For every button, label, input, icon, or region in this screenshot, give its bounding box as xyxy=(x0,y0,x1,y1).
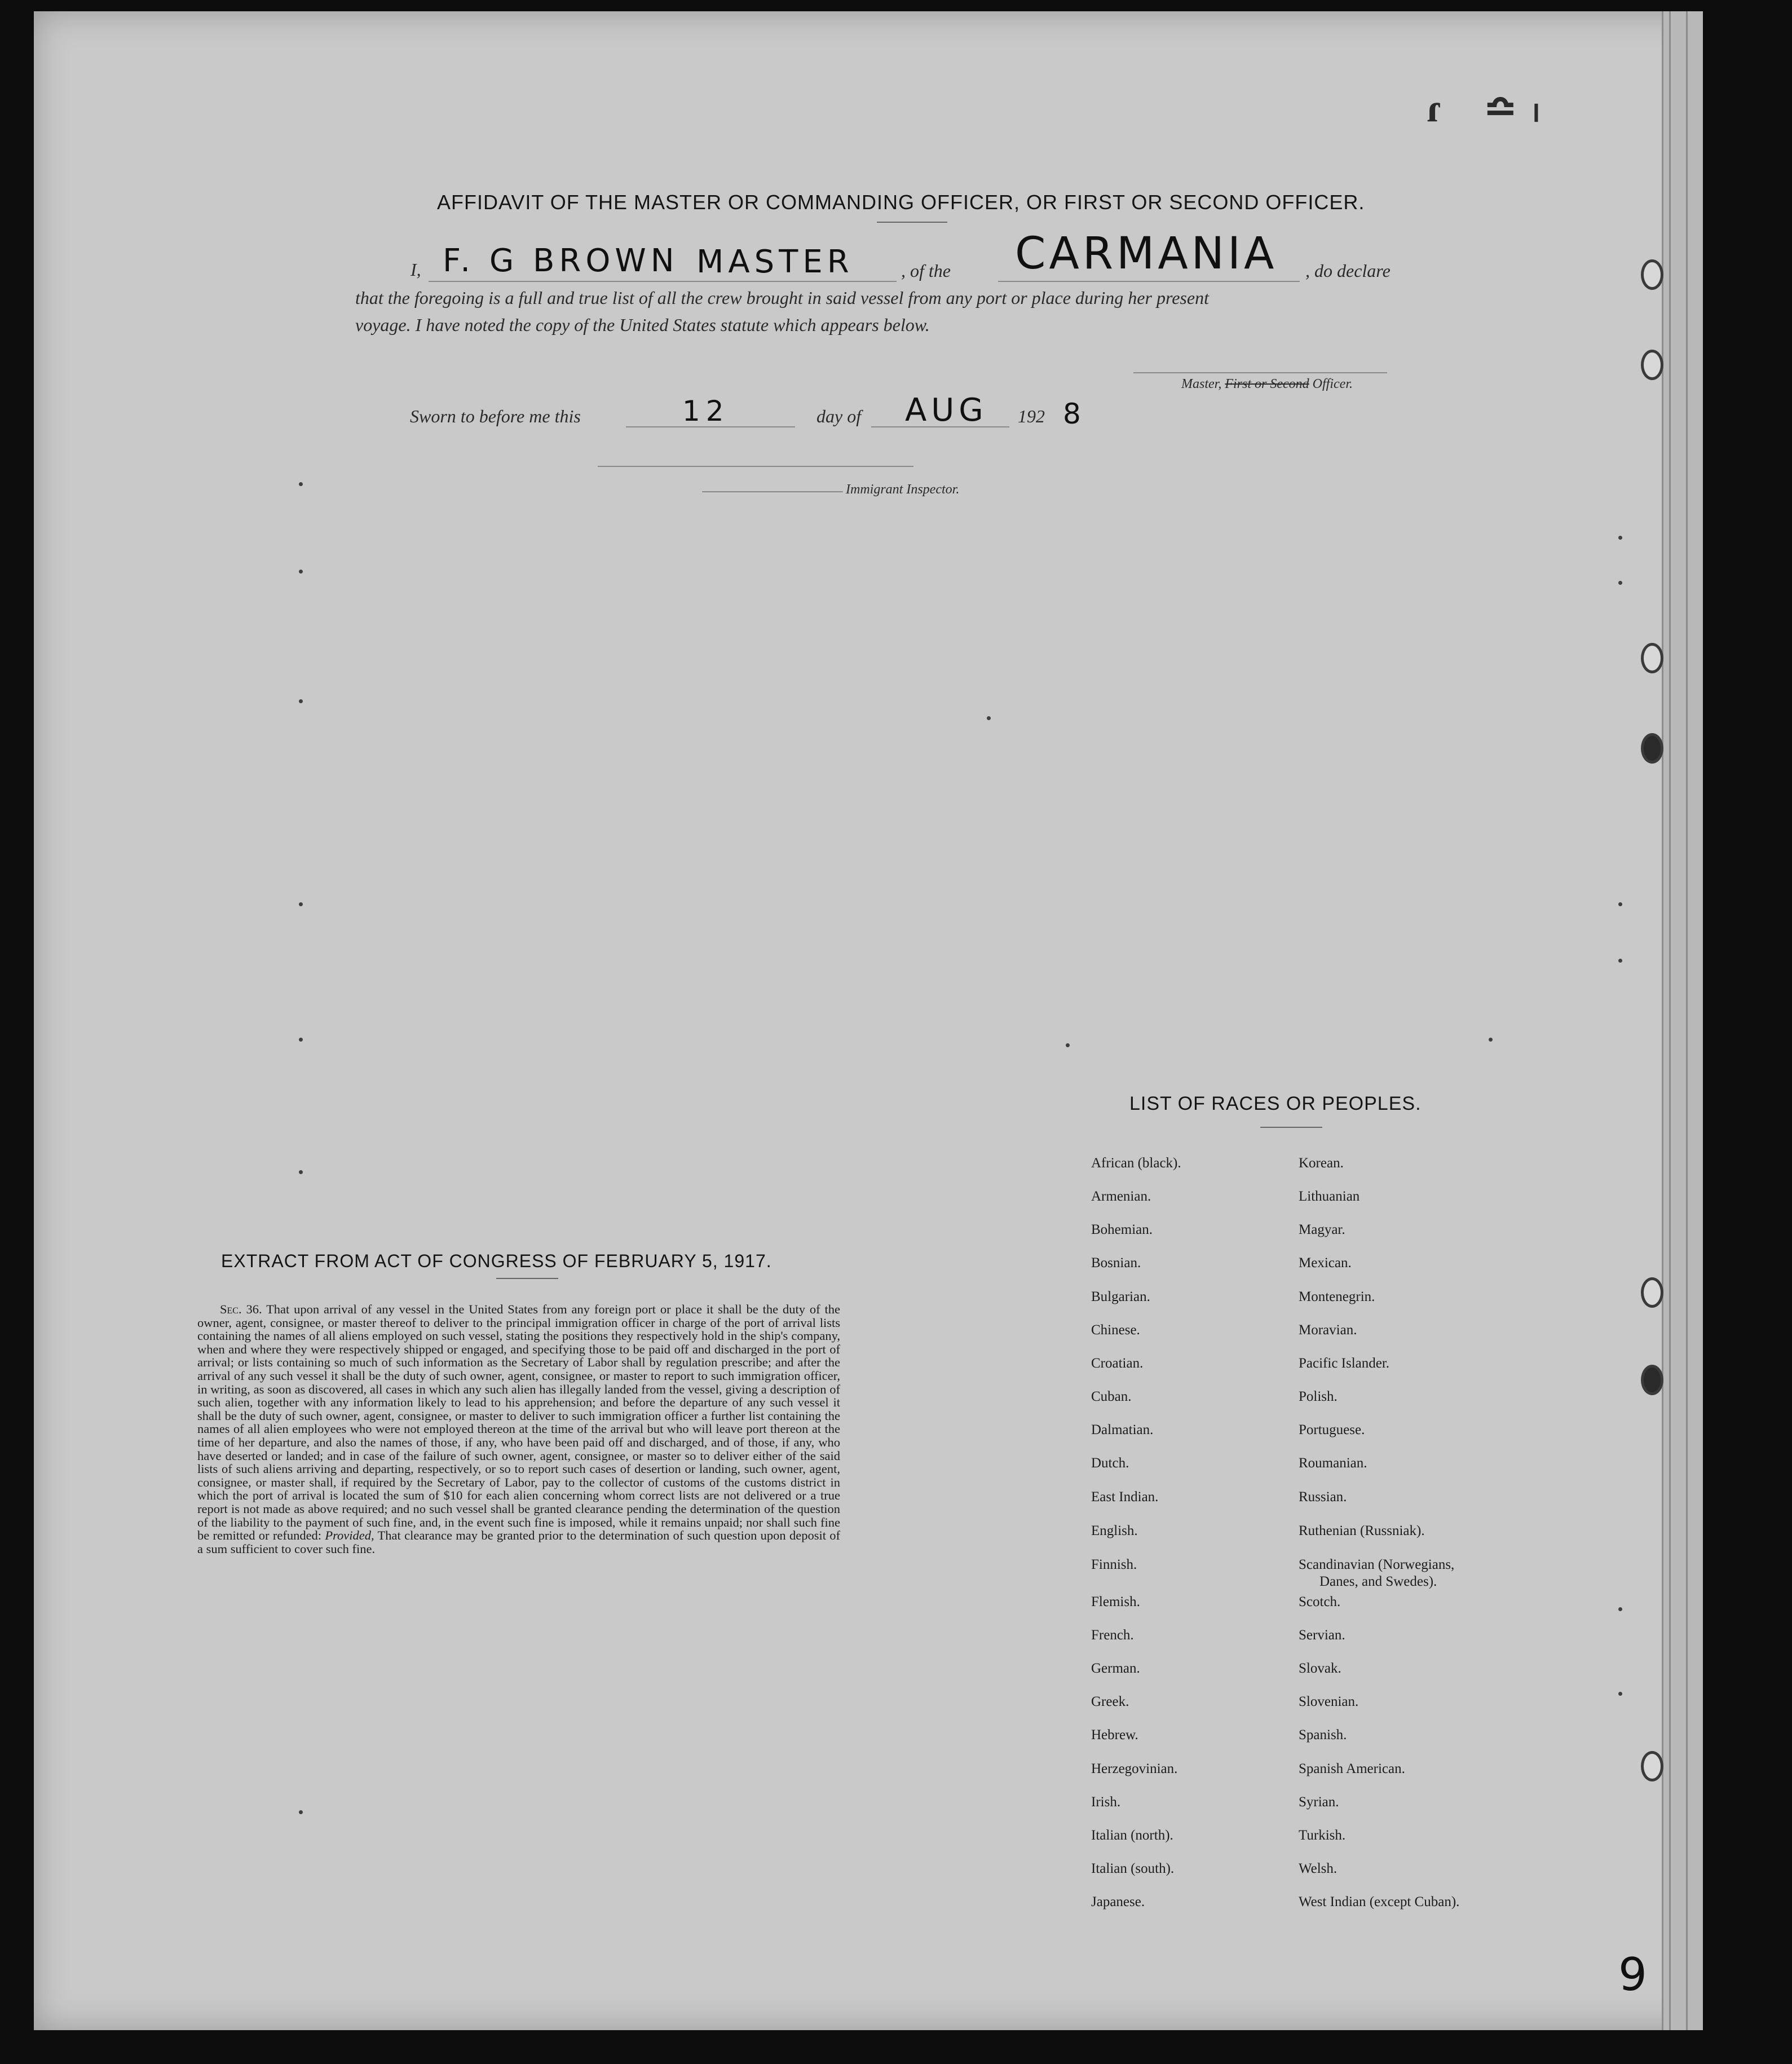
race-item: Portuguese. xyxy=(1299,1422,1365,1437)
race-item: Greek. xyxy=(1091,1694,1129,1709)
dot-mark xyxy=(299,570,303,574)
race-item: Danes, and Swedes). xyxy=(1319,1574,1437,1589)
race-item: Hebrew. xyxy=(1091,1727,1138,1743)
signature-caption xyxy=(1181,377,1353,392)
inspector-line-1 xyxy=(598,466,913,467)
inspector-caption: Immigrant Inspector. xyxy=(846,482,960,497)
punch-hole xyxy=(1641,1751,1663,1781)
race-item: African (black). xyxy=(1091,1156,1181,1171)
race-item: Italian (north). xyxy=(1091,1828,1173,1843)
dot-mark xyxy=(1489,1038,1493,1042)
do-declare-label: , do declare xyxy=(1305,261,1391,281)
year-prefix: 192 xyxy=(1018,406,1045,426)
race-item: Flemish. xyxy=(1091,1594,1140,1609)
extract-text-2: That clearance may be granted prior to the determination of such question upon deposit of a sum sufficient to cover such fine. xyxy=(197,1528,841,1556)
race-item: Korean. xyxy=(1299,1156,1344,1171)
race-item: French. xyxy=(1091,1628,1134,1643)
race-item: Dutch. xyxy=(1091,1456,1129,1471)
punch-hole xyxy=(1641,259,1663,290)
race-item: Bohemian. xyxy=(1091,1222,1153,1237)
extract-provided: Provided, xyxy=(325,1528,374,1543)
affidavit-prefix: I, xyxy=(411,259,421,280)
dot-mark xyxy=(1618,536,1622,540)
extract-body xyxy=(197,1303,840,1555)
race-item: Spanish American. xyxy=(1299,1761,1405,1776)
dot-mark xyxy=(299,699,303,703)
race-item: Spanish. xyxy=(1299,1727,1347,1743)
punch-hole xyxy=(1641,643,1663,673)
race-item: Finnish. xyxy=(1091,1557,1137,1572)
dot-mark xyxy=(1618,902,1622,906)
race-item: Magyar. xyxy=(1299,1222,1345,1237)
affidavit-title: AFFIDAVIT OF THE MASTER OR COMMANDING OFFICER, OR FIRST OR SECOND OFFICER. xyxy=(437,191,1365,214)
race-item: Syrian. xyxy=(1299,1794,1339,1810)
race-item: Chinese. xyxy=(1091,1322,1140,1338)
race-item: Croatian. xyxy=(1091,1356,1144,1371)
race-item: English. xyxy=(1091,1523,1138,1538)
race-item: Slovak. xyxy=(1299,1661,1341,1676)
race-item: Dalmatian. xyxy=(1091,1422,1154,1437)
race-item: East Indian. xyxy=(1091,1489,1159,1505)
race-item: Herzegovinian. xyxy=(1091,1761,1178,1776)
dot-mark xyxy=(299,902,303,906)
race-item: Lithuanian xyxy=(1299,1189,1360,1204)
races-title: LIST OF RACES OR PEOPLES. xyxy=(1129,1093,1422,1114)
title-rule xyxy=(877,222,947,223)
race-item: Italian (south). xyxy=(1091,1861,1175,1876)
of-the-label: , of the xyxy=(901,261,951,281)
race-item: Ruthenian (Russniak). xyxy=(1299,1523,1425,1538)
sworn-day: 12 xyxy=(682,395,730,427)
caption-master: Master, xyxy=(1181,377,1222,391)
section-label: Sec. 36. xyxy=(220,1302,262,1316)
race-item: Welsh. xyxy=(1299,1861,1338,1876)
dot-mark xyxy=(1618,1607,1622,1611)
page-number-mark: 9 xyxy=(1618,1948,1653,2001)
race-item: Mexican. xyxy=(1299,1255,1352,1271)
dot-mark xyxy=(1618,1692,1622,1696)
sworn-prefix: Sworn to before me this xyxy=(410,406,581,426)
dot-mark xyxy=(1618,581,1622,585)
dot-mark xyxy=(1066,1043,1070,1047)
corner-marks: ɾ ≏ₗ xyxy=(1427,87,1555,130)
race-item: German. xyxy=(1091,1661,1140,1676)
races-title-rule xyxy=(1260,1127,1322,1128)
name-fill-line xyxy=(429,281,897,282)
officer-rank: MASTER xyxy=(696,244,854,280)
page-edge-line xyxy=(1669,11,1671,2030)
race-item: Roumanian. xyxy=(1299,1456,1367,1471)
race-item: Scandinavian (Norwegians, xyxy=(1299,1557,1455,1572)
affidavit-line-2: that the foregoing is a full and true list of all the crew brought in said vessel from any port or place during her present xyxy=(355,288,1209,308)
dot-mark xyxy=(299,1170,303,1174)
caption-officer: Officer. xyxy=(1312,377,1353,391)
race-item: West Indian (except Cuban). xyxy=(1299,1894,1460,1909)
signature-line xyxy=(1133,372,1387,373)
vessel-name: CARMANIA xyxy=(1015,228,1278,279)
punch-hole xyxy=(1641,350,1663,380)
race-item: Bosnian. xyxy=(1091,1255,1141,1271)
race-item: Armenian. xyxy=(1091,1189,1151,1204)
page-edge-line xyxy=(1686,11,1688,2030)
affidavit-line-3: voyage. I have noted the copy of the United States statute which appears below. xyxy=(355,315,930,335)
punch-hole xyxy=(1641,733,1663,764)
race-item: Scotch. xyxy=(1299,1594,1341,1609)
document-page xyxy=(34,11,1703,2030)
vessel-fill-line xyxy=(998,281,1300,282)
extract-text-1: That upon arrival of any vessel in the United States from any foreign port or place it shall be the duty of the owner, agent, consignee, or master thereof to deliver to the principal immigration officer in charge of the port of arrival lists containing the names of all aliens employed on such vessel, stating the positions they respectively hold in the ship's company, when and where they were respectively shipped or engaged, and specifying those to be paid off and discharged in the port of arrival; or lists containing so much of such information as the Secretary of Labor shall by regulation prescribe; and after the arrival of any such vessel it shall be the duty of such owner, agent, consignee, or master to report to such immigration officer, in writing, as soon as discovered, all cases in which any such alien has illegally landed from the vessel, giving a description of such alien, together with any information likely to lead to his apprehension; and before the departure of any such vessel it shall be the duty of such owner, agent, consignee, or master to deliver to such immigration officer a further list containing the names of all alien employees who were not employed thereon at the time of the arrival but who will leave port thereon at the time of her departure, and also the names of those, if any, who have been paid off and discharged, and of those, if any, who have deserted or landed; and in case of the failure of such owner, agent, consignee, or master so to deliver either of the said lists of such aliens arriving and departing, respectively, or so to report such cases of desertion or landing, such owner, agent, consignee, or master shall, if required by the Secretary of Labor, pay to the collector of customs of the customs district in which the port of arrival is located the sum of $10 for each alien concerning whom correct lists are not delivered or a true report is not made as above required; and no such vessel shall be granted clearance pending the determination of the question of the liability to the payment of such fine, and, in the event such fine is imposed, while it remains unpaid; nor shall such fine be remitted or refunded: xyxy=(197,1302,840,1543)
race-item: Polish. xyxy=(1299,1389,1338,1404)
dot-mark xyxy=(299,1810,303,1814)
race-item: Turkish. xyxy=(1299,1828,1346,1843)
race-item: Russian. xyxy=(1299,1489,1347,1505)
extract-title-rule xyxy=(496,1278,558,1279)
year-digit: 8 xyxy=(1063,398,1087,430)
race-item: Cuban. xyxy=(1091,1389,1132,1404)
race-item: Irish. xyxy=(1091,1794,1121,1810)
race-item: Servian. xyxy=(1299,1628,1345,1643)
race-item: Slovenian. xyxy=(1299,1694,1359,1709)
punch-hole xyxy=(1641,1365,1663,1395)
punch-hole xyxy=(1641,1277,1663,1308)
caption-struck: First or Second xyxy=(1225,377,1309,391)
page-edge xyxy=(1662,11,1703,2030)
race-item: Moravian. xyxy=(1299,1322,1357,1338)
dot-mark xyxy=(299,1038,303,1042)
extract-title: EXTRACT FROM ACT OF CONGRESS OF FEBRUARY 5, 1917. xyxy=(221,1251,772,1271)
race-item: Japanese. xyxy=(1091,1894,1145,1909)
officer-name: F. G BROWN xyxy=(443,242,679,279)
race-item: Pacific Islander. xyxy=(1299,1356,1390,1371)
sworn-month: AUG xyxy=(905,392,988,429)
race-item: Montenegrin. xyxy=(1299,1289,1375,1304)
dot-mark xyxy=(1618,959,1622,963)
day-of-label: day of xyxy=(816,406,862,426)
dot-mark xyxy=(299,482,303,486)
inspector-line-2 xyxy=(702,491,843,492)
dot-mark xyxy=(987,716,991,720)
race-item: Bulgarian. xyxy=(1091,1289,1150,1304)
